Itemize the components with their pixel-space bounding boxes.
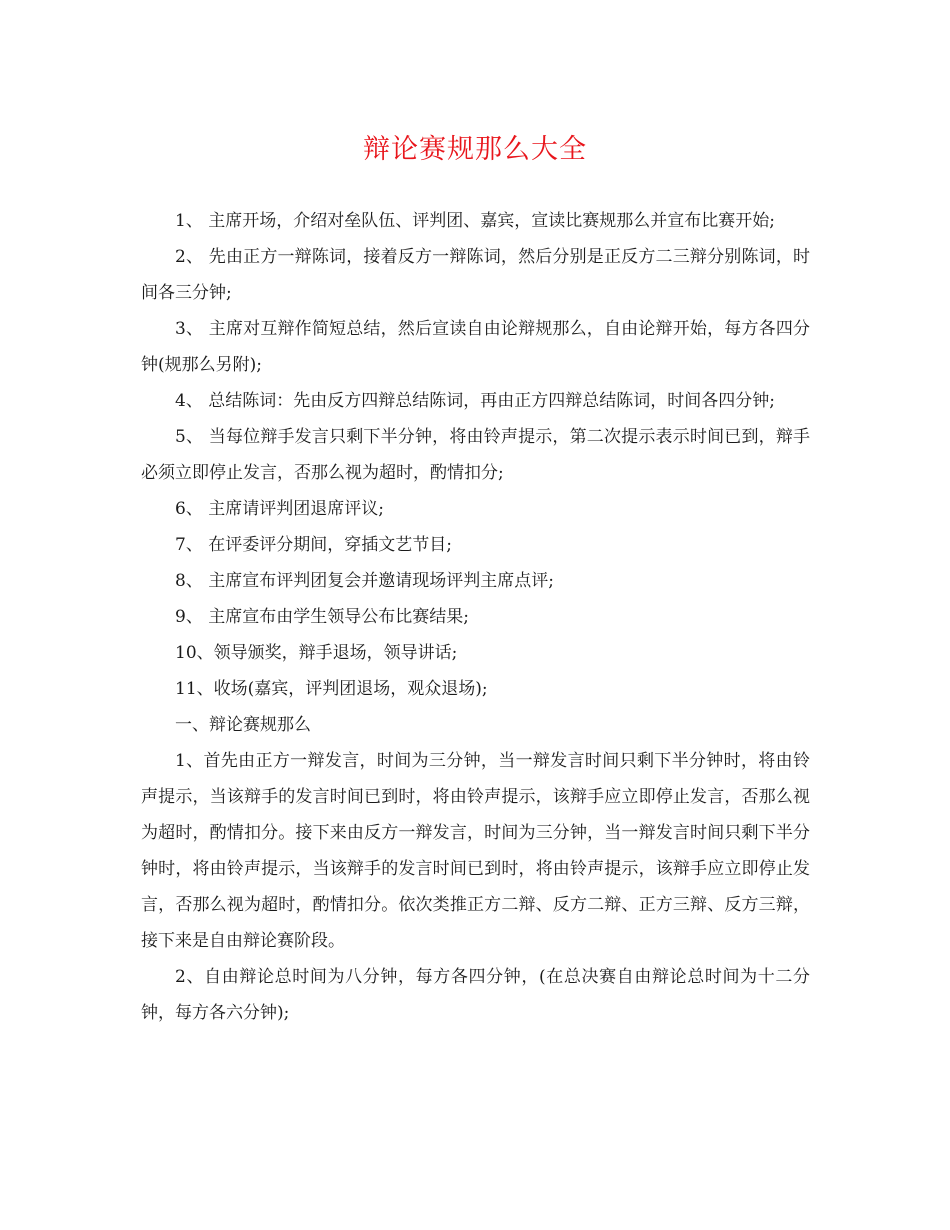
rule-item-7: 7、 在评委评分期间，穿插文艺节目; [175,535,452,555]
rule-item-10: 10、领导颁奖，辩手退场，领导讲话; [175,643,458,663]
rule-item-1: 1、 主席开场，介绍对垒队伍、评判团、嘉宾，宣读比赛规那么并宣布比赛开始; [175,211,775,231]
document-title: 辩论赛规那么大全 [363,134,587,165]
rule-item-6: 6、 主席请评判团退席评议; [175,499,384,519]
rule-item-9: 9、 主席宣布由学生领导公布比赛结果; [175,607,469,627]
rule-item-2: 2、 先由正方一辩陈词，接着反方一辩陈词，然后分别是正反方二三辩分别陈词，时间各三分钟; [141,247,810,303]
section-heading: 一、辩论赛规那么 [175,715,311,735]
rule-item-8: 8、 主席宣布评判团复会并邀请现场评判主席点评; [175,571,554,591]
section-rule-1: 1、首先由正方一辩发言，时间为三分钟，当一辩发言时间只剩下半分钟时，将由铃声提示，当该辩手的发言时间已到时，将由铃声提示，该辩手应立即停止发言，否那么视为超时，酌情扣分。接下来由反方一辩发言，时间为三分钟，当一辩发言时间只剩下半分钟时，将由铃声提示，当该辩手的发言时间已到时，将由铃声提示，该辩手应立即停止发言，否那么视为超时，酌情扣分。依次类推正方二辩、反方二辩、正方三辩、反方三辩，接下来是自由辩论赛阶段。 [141,751,810,951]
rule-item-3: 3、 主席对互辩作简短总结，然后宣读自由论辩规那么，自由论辩开始，每方各四分钟(规那么另附); [141,319,810,375]
rule-item-5: 5、 当每位辩手发言只剩下半分钟，将由铃声提示，第二次提示表示时间已到，辩手必须立即停止发言，否那么视为超时，酌情扣分; [141,427,810,483]
rule-item-4: 4、 总结陈词：先由反方四辩总结陈词，再由正方四辩总结陈词，时间各四分钟; [175,391,775,411]
rule-item-11: 11、收场(嘉宾，评判团退场，观众退场); [175,679,488,699]
document-body [141,203,810,1031]
section-rule-2: 2、自由辩论总时间为八分钟，每方各四分钟，(在总决赛自由辩论总时间为十二分钟，每方各六分钟); [141,967,810,1023]
